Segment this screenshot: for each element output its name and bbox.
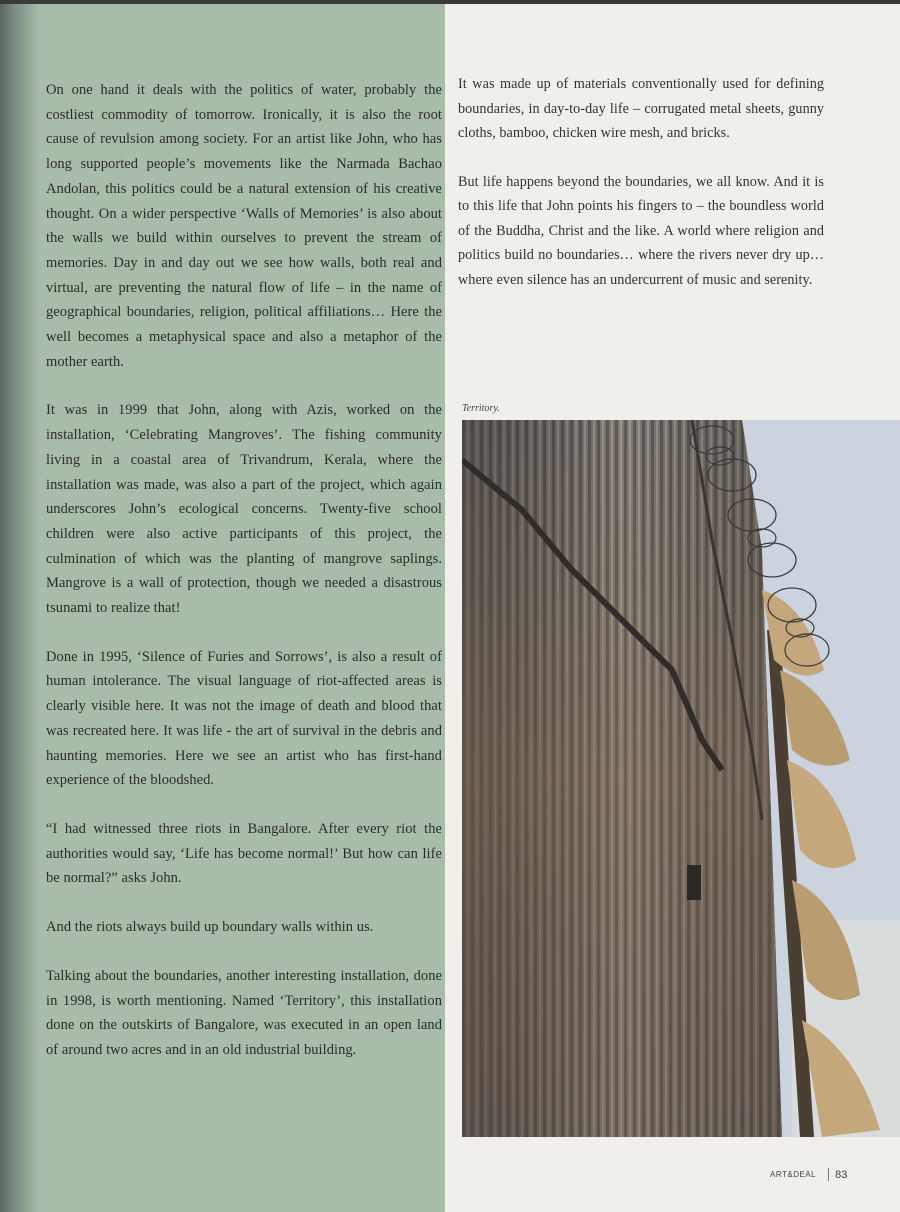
footer-divider [828, 1168, 829, 1181]
page-top-edge [0, 0, 900, 4]
paragraph-beyond-boundaries: But life happens beyond the boundaries, we all know. And it is to this life that John points his fingers to – the boundless world of the Buddha, Christ and the like. A world where religion and politics build no boundaries… where the rivers never dry up… where even silence has an undercurrent of music and serenity. [458, 173, 824, 288]
page-number: 83 [835, 1168, 848, 1181]
paragraph-riots-quote: “I had witnessed three riots in Bangalore. After every riot the authorities would say, ‘Life has become normal!’ But how can life be normal?” asks John. [46, 820, 442, 887]
right-text-column [458, 72, 824, 316]
paragraph-materials: It was made up of materials conventionally used for defining boundaries, in day-to-day life – corrugated metal sheets, gunny cloths, bamboo, chicken wire mesh, and bricks. [458, 76, 824, 141]
paragraph-territory-intro: Talking about the boundaries, another interesting installation, done in 1998, is worth mentioning. Named ‘Territory’, this installation done on the outskirts of Bangalore, was executed in an open land of around two acres and in an old industrial building. [46, 967, 442, 1058]
paragraph-celebrating-mangroves: It was in 1999 that John, along with Azis, worked on the installation, ‘Celebrating Mangroves’. The fishing community living in a coastal area of Trivandrum, Kerala, where the installation was made, was also a part of the project, which again underscores John’s ecological concerns. Twenty-five school children were also active participants of this project, the culmination of which was the planting of mangrove saplings. Mangrove is a wall of protection, though we needed a disastrous tsunami to realize that! [46, 402, 442, 617]
left-text-column [46, 78, 442, 1087]
paragraph-politics-of-water: On one hand it deals with the politics of water, probably the costliest commodity of tomorrow. Ironically, it is also the root cause of revulsion among society. For an artist like John, who has long supported people’s movements like the Narmada Bachao Andolan, this politics could be a natural extension of his creative thought. On a wider perspective ‘Walls of Memories’ is also about the walls we build within ourselves to prevent the stream of memories. Day in and day out we see how walls, both real and virtual, are preventing the natural flow of life – in the name of geographical boundaries, religion, political affiliations… Here the well becomes a metaphysical space and also a metaphor of the mother earth. [46, 82, 442, 370]
territory-photo [462, 420, 900, 1137]
paragraph-silence-of-furies: Done in 1995, ‘Silence of Furies and Sorrows’, is also a result of human intolerance. The visual language of riot-affected areas is clearly visible here. It was not the image of death and blood that was recreated here. It was life - the art of survival in the debris and haunting memories. Here we see an artist who has first-hand experience of the bloodshed. [46, 648, 442, 789]
paragraph-boundary-walls: And the riots always build up boundary walls within us. [46, 919, 374, 936]
territory-photo-illustration [462, 420, 900, 1137]
page-footer [770, 1168, 847, 1181]
page-spine-shadow [0, 0, 40, 1212]
photo-caption: Territory. [462, 403, 500, 414]
magazine-brand: ART&DEAL [770, 1170, 817, 1179]
